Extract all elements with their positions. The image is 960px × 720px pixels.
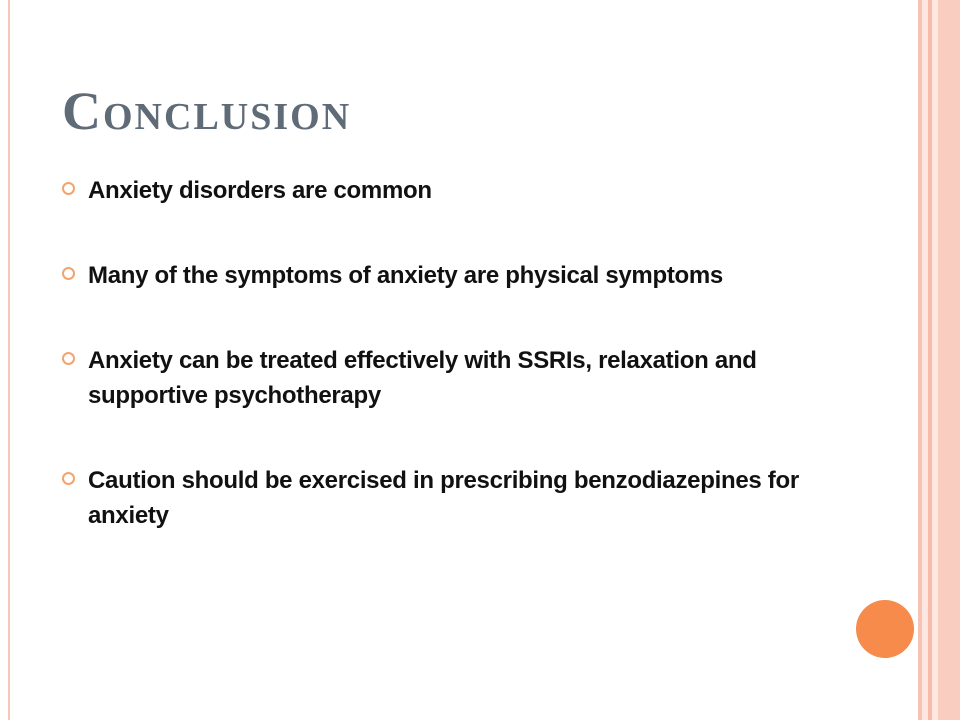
accent-circle [856, 600, 914, 658]
circle-bullet-icon [62, 182, 75, 195]
circle-bullet-icon [62, 472, 75, 485]
bullet-text: Anxiety disorders are common [88, 177, 432, 204]
circle-bullet-icon [62, 352, 75, 365]
bullet-text: Many of the symptoms of anxiety are physical symptoms [88, 262, 723, 289]
circle-bullet-icon [62, 267, 75, 280]
bullet-text: Caution should be exercised in prescribing benzodiazepines for anxiety [88, 467, 799, 529]
right-border-band [938, 0, 960, 720]
bullet-text: Anxiety can be treated effectively with SSRIs, relaxation and supportive psychotherapy [88, 347, 757, 409]
left-border-line [8, 0, 10, 720]
slide-title: Conclusion [62, 81, 352, 141]
